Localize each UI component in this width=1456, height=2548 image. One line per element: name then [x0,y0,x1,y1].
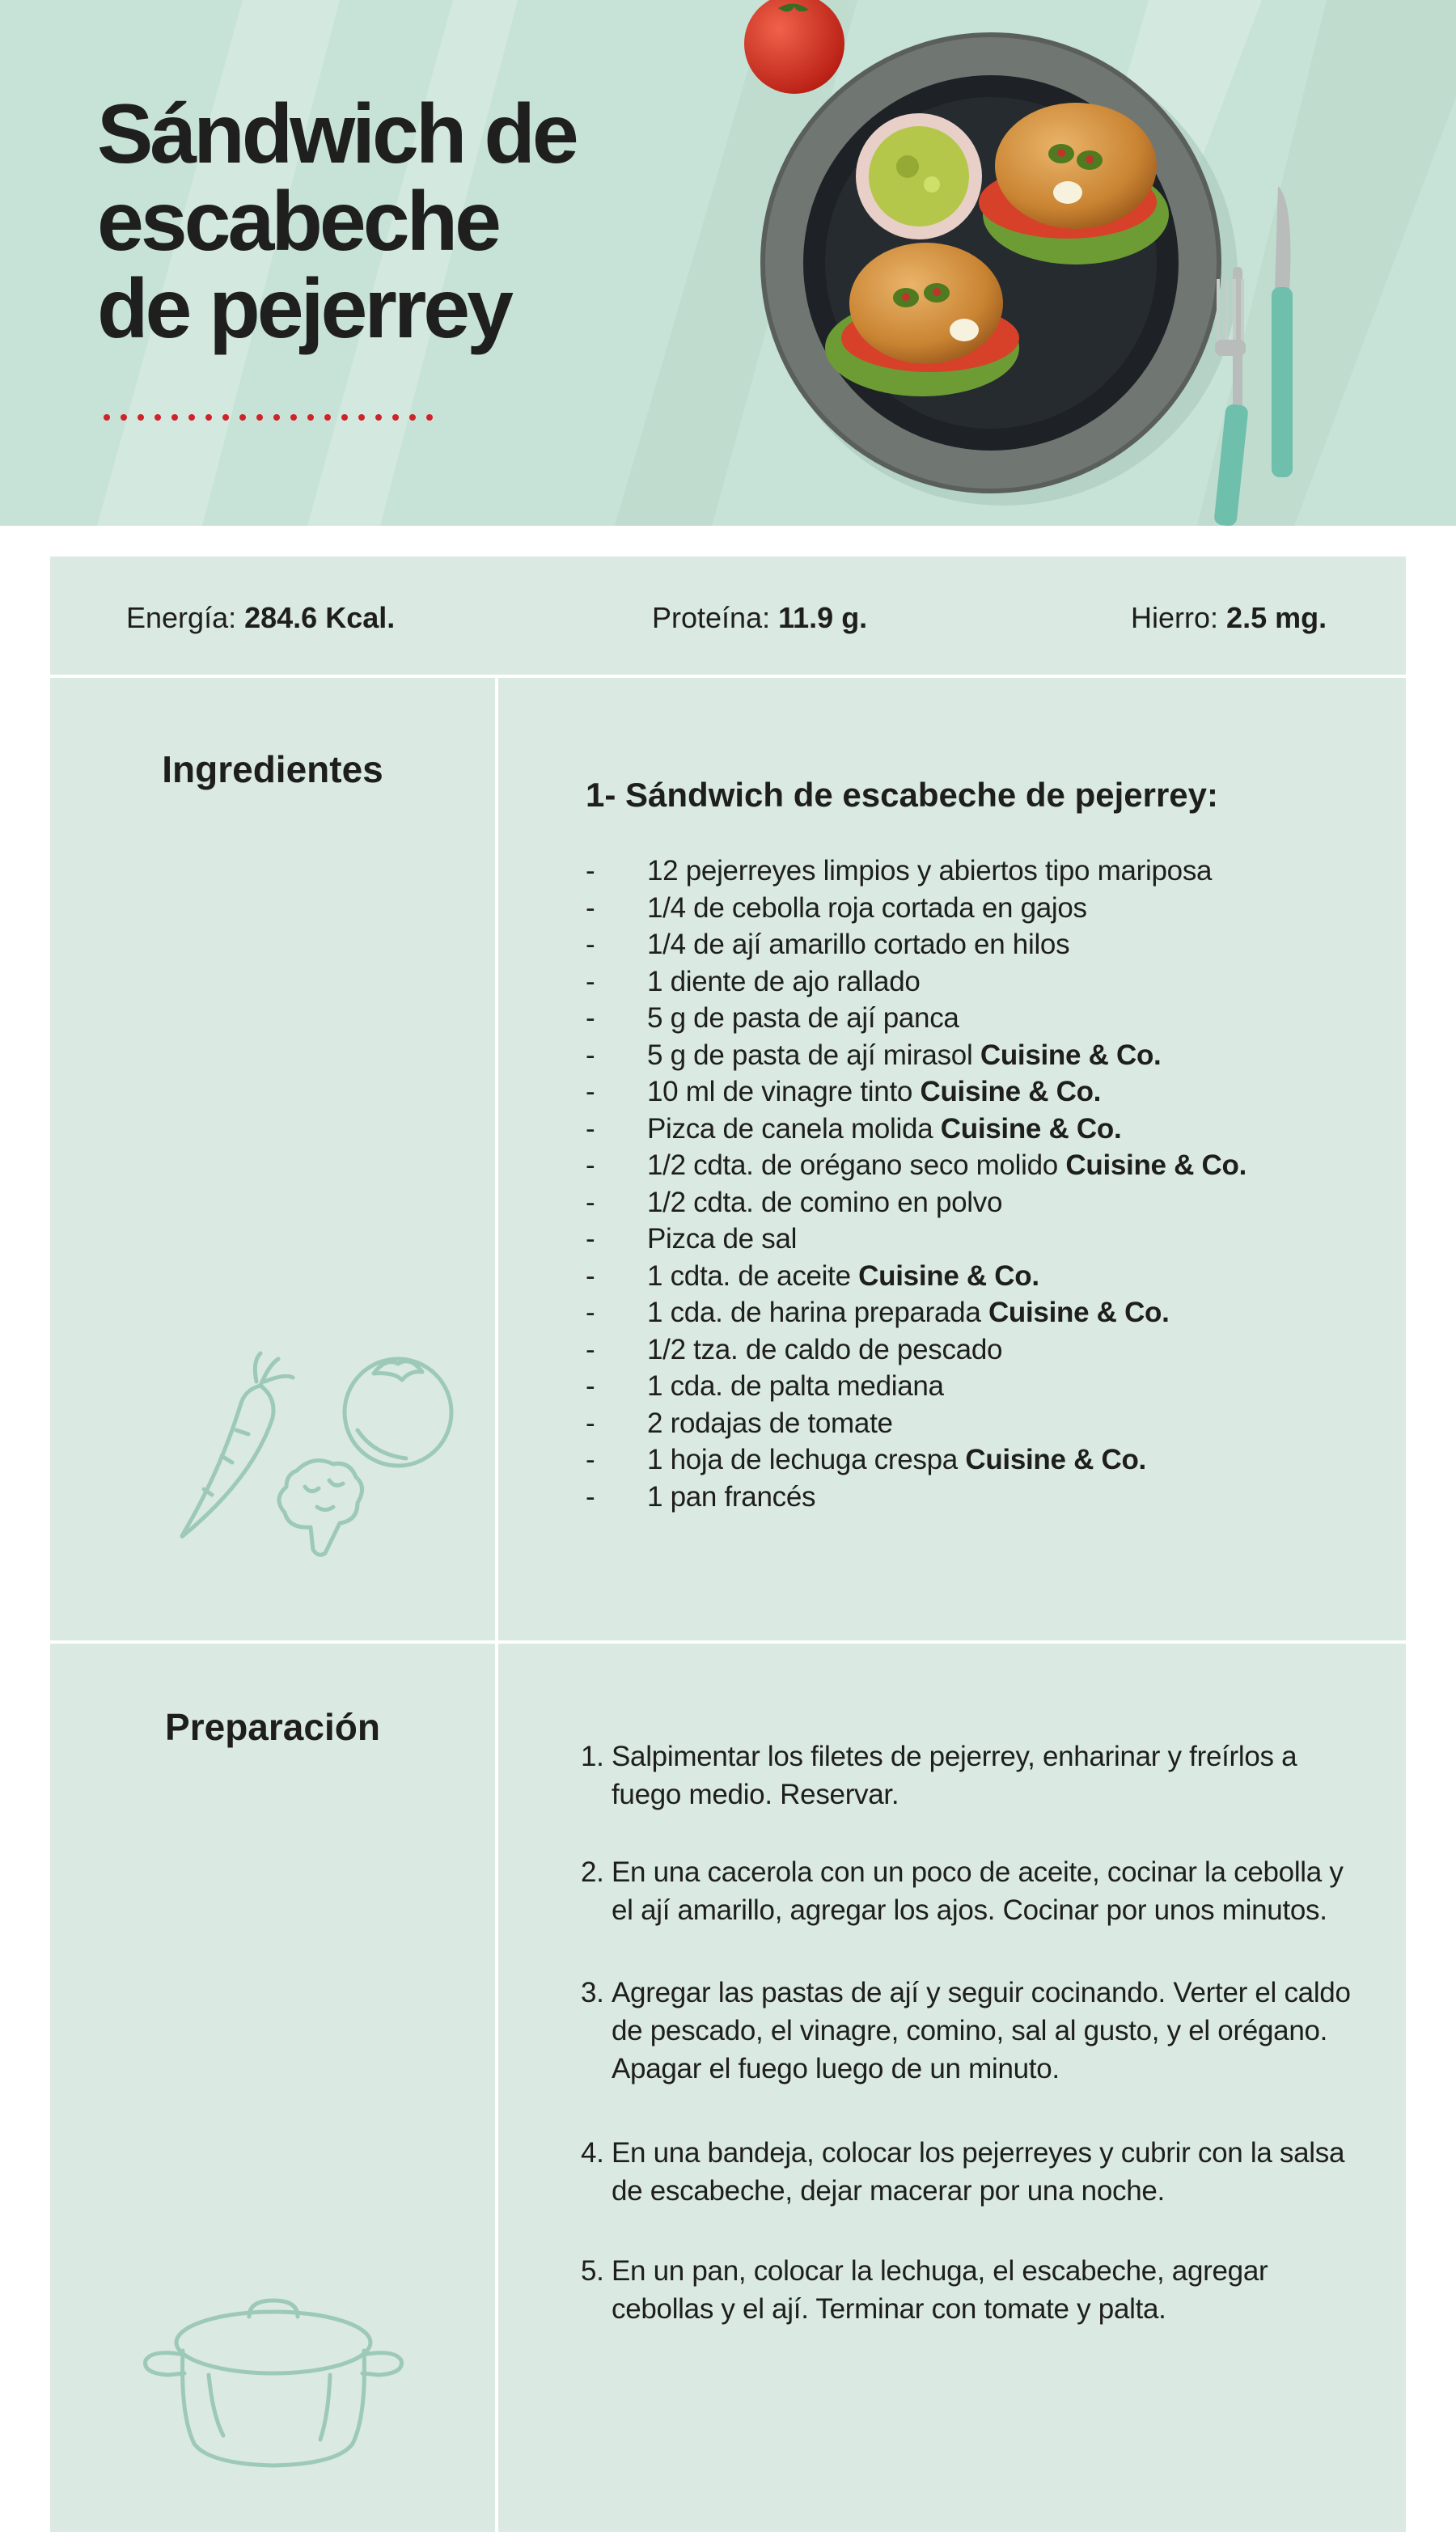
recipe-content-panel [50,557,1406,2532]
list-item: - 1/2 cdta. de orégano seco molido Cuisine & Co. [586,1149,1247,1181]
nutrition-protein [652,602,867,634]
recipe-title-line: escabeche [97,175,498,269]
decorative-dots [104,414,433,421]
list-item: 1. Salpimentar los filetes de pejerrey, enharinar y freírlos a fuego medio. Reservar. [581,1741,1297,1810]
cooking-pot-icon [136,2286,411,2472]
nutrition-bar [50,557,1406,676]
list-item: 5. En un pan, colocar la lechuga, el escabeche, agregar cebollas y el ají. Terminar con tomate y palta. [581,2255,1268,2325]
preparation-steps [581,1737,1357,2328]
sandwich-plate-illustration [728,0,1343,526]
ingredients-list [586,853,1246,1515]
nutrition-value: 2.5 mg. [1226,601,1327,634]
recipe-title [97,87,663,356]
list-item: - Pizca de sal [586,1223,798,1255]
recipe-header [0,0,1456,526]
nutrition-label: Hierro: [1131,601,1219,634]
column-divider [495,1644,498,2532]
divider [50,675,1406,678]
nutrition-label: Energía: [126,601,237,634]
list-item: - 1 cda. de harina preparada Cuisine & Co. [586,1297,1170,1328]
list-item: - 5 g de pasta de ají panca [586,1002,959,1034]
list-item: 3. Agregar las pastas de ají y seguir cocinando. Verter el caldo de pescado, el vinagre, comino, sal al gusto, y el orégano. Apagar el fuego luego de un minuto. [581,1977,1351,2085]
vegetables-icon [131,1341,471,1584]
nutrition-value: 284.6 Kcal. [244,601,396,634]
list-item: - 10 ml de vinagre tinto Cuisine & Co. [586,1076,1102,1107]
nutrition-label: Proteína: [652,601,771,634]
list-item: - 1/2 tza. de caldo de pescado [586,1333,1003,1365]
nutrition-energy [126,602,395,634]
list-item: - 2 rodajas de tomate [586,1407,893,1439]
list-item: - 1 diente de ajo rallado [586,965,921,997]
recipe-title-line: Sándwich de [97,87,576,181]
list-item: - 1 hoja de lechuga crespa Cuisine & Co. [586,1444,1146,1475]
recipe-title-line: de pejerrey [97,262,510,356]
divider [50,1640,1406,1644]
ingredients-title: Ingredientes [162,748,383,790]
list-item: - 1/4 de cebolla roja cortada en gajos [586,891,1087,924]
list-item: - 1 pan francés [586,1480,816,1513]
list-item: - 1/2 cdta. de comino en polvo [586,1186,1003,1218]
preparation-title: Preparación [165,1706,380,1748]
ingredients-heading: 1- Sándwich de escabeche de pejerrey: [586,776,1219,814]
list-item: - 1 cda. de palta mediana [586,1370,944,1402]
list-item: - Pizca de canela molida Cuisine & Co. [586,1112,1122,1145]
list-item: - 12 pejerreyes limpios y abiertos tipo mariposa [586,855,1213,887]
list-item: 2. En una cacerola con un poco de aceite, cocinar la cebolla y el ají amarillo, agregar los ajos. Cocinar por unos minutos. [581,1856,1344,1926]
nutrition-value: 11.9 g. [778,601,868,634]
list-item: 4. En una bandeja, colocar los pejerreyes y cubrir con la salsa de escabeche, dejar macerar por una noche. [581,2137,1345,2207]
nutrition-iron [1131,602,1327,634]
list-item: - 1/4 de ají amarillo cortado en hilos [586,929,1070,960]
list-item: - 1 cdta. de aceite Cuisine & Co. [586,1259,1039,1292]
list-item: - 5 g de pasta de ají mirasol Cuisine & Co. [586,1039,1162,1071]
